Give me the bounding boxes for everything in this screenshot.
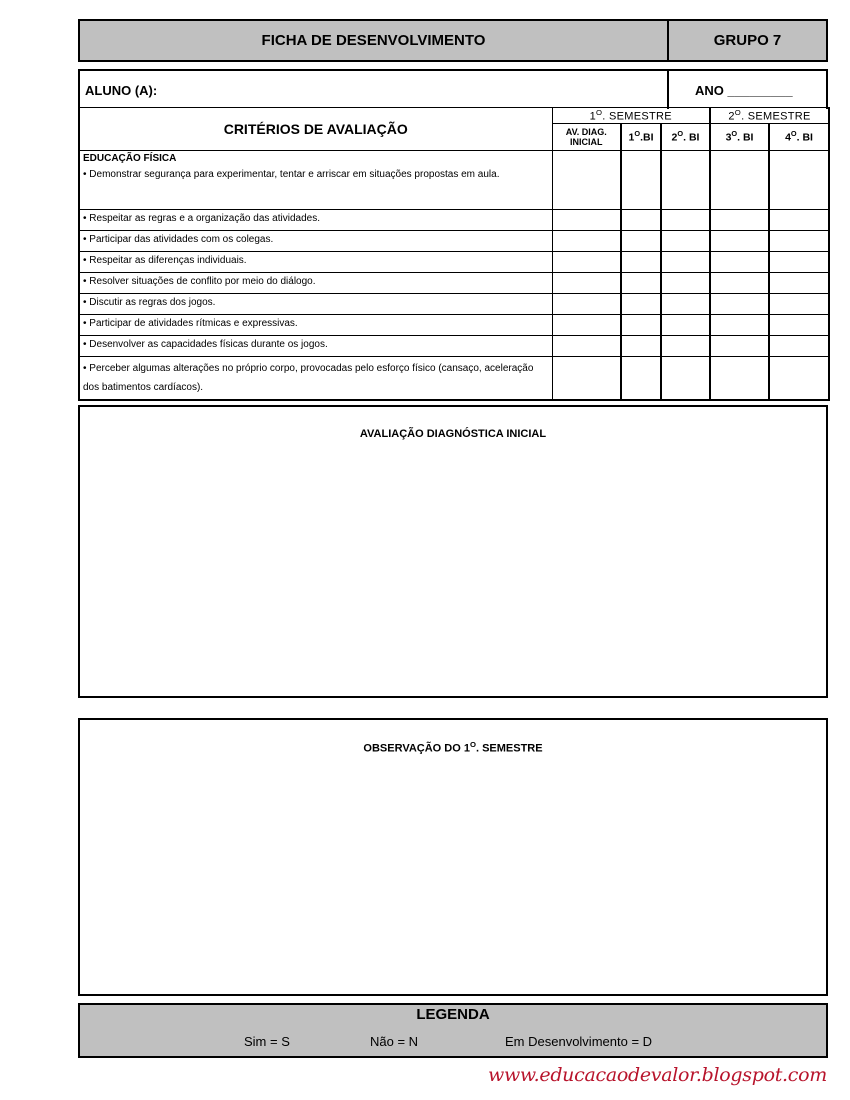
mark-cell[interactable] — [769, 314, 829, 335]
mark-cell[interactable] — [621, 335, 661, 356]
criteria-header: CRITÉRIOS DE AVALIAÇÃO — [79, 108, 552, 151]
mark-cell[interactable] — [552, 209, 621, 230]
legend-sim: Sim = S — [244, 1034, 290, 1049]
mark-cell[interactable] — [621, 209, 661, 230]
mark-cell[interactable] — [661, 251, 710, 272]
criterion-text: • Participar de atividades rítmicas e expressivas. — [79, 314, 552, 335]
col-1bi: $1^O.BI$ — [621, 123, 661, 150]
col-4bi: $4^O$. BI — [769, 123, 829, 150]
mark-cell[interactable] — [621, 150, 661, 209]
mark-cell[interactable] — [552, 150, 621, 209]
group-label: GRUPO 7 — [713, 32, 782, 49]
mark-cell[interactable] — [769, 356, 829, 400]
mark-cell[interactable] — [661, 209, 710, 230]
mark-cell[interactable] — [552, 314, 621, 335]
criteria-row — [79, 209, 829, 230]
criteria-row — [79, 272, 829, 293]
student-name-label[interactable]: ALUNO (A): — [80, 71, 669, 109]
mark-cell[interactable] — [710, 150, 769, 209]
mark-cell[interactable] — [769, 251, 829, 272]
mark-cell[interactable] — [661, 335, 710, 356]
mark-cell[interactable] — [661, 356, 710, 400]
mark-cell[interactable] — [661, 230, 710, 251]
mark-cell[interactable] — [621, 272, 661, 293]
criterion-text: • Respeitar as diferenças individuais. — [79, 251, 552, 272]
criterion-text: • Demonstrar segurança para experimentar, tentar e arriscar em situações propostas em aula. — [83, 168, 500, 180]
mark-cell[interactable] — [661, 314, 710, 335]
diagnostic-box[interactable] — [78, 405, 828, 698]
mark-cell[interactable] — [621, 314, 661, 335]
legend-nao: Não = N — [370, 1034, 419, 1049]
mark-cell[interactable] — [769, 209, 829, 230]
mark-cell[interactable] — [710, 314, 769, 335]
student-row — [78, 69, 828, 109]
mark-cell[interactable] — [661, 272, 710, 293]
mark-cell[interactable] — [769, 293, 829, 314]
criteria-row — [79, 314, 829, 335]
criteria-row — [79, 356, 829, 400]
semester2-header: $2^O$. SEMESTRE — [710, 108, 829, 124]
footer-url[interactable]: www.educacaodevalor.blogspot.com — [488, 1064, 827, 1086]
mark-cell[interactable] — [710, 251, 769, 272]
mark-cell[interactable] — [552, 356, 621, 400]
criterion-text: • Perceber algumas alterações no próprio corpo, provocadas pelo esforço físico (cansaço, aceleração dos batimentos cardíacos). — [79, 356, 552, 400]
mark-cell[interactable] — [769, 272, 829, 293]
mark-cell[interactable] — [552, 230, 621, 251]
mark-cell[interactable] — [552, 293, 621, 314]
form-header — [78, 19, 828, 62]
mark-cell[interactable] — [710, 293, 769, 314]
criteria-row — [79, 293, 829, 314]
mark-cell[interactable] — [661, 150, 710, 209]
mark-cell[interactable] — [661, 293, 710, 314]
mark-cell[interactable] — [621, 251, 661, 272]
mark-cell[interactable] — [769, 335, 829, 356]
mark-cell[interactable] — [552, 272, 621, 293]
mark-cell[interactable] — [769, 150, 829, 209]
mark-cell[interactable] — [621, 356, 661, 400]
mark-cell[interactable] — [710, 230, 769, 251]
mark-cell[interactable] — [621, 230, 661, 251]
diagnostic-title: AVALIAÇÃO DIAGNÓSTICA INICIAL — [359, 428, 547, 440]
semester1-header: $1^O$. SEMESTRE — [552, 108, 710, 124]
mark-cell[interactable] — [710, 272, 769, 293]
mark-cell[interactable] — [769, 230, 829, 251]
subject-label: EDUCAÇÃO FÍSICA — [83, 152, 177, 164]
legend-title: LEGENDA — [416, 1006, 490, 1023]
criterion-text: • Desenvolver as capacidades físicas durante os jogos. — [79, 335, 552, 356]
criteria-row — [79, 230, 829, 251]
mark-cell[interactable] — [621, 293, 661, 314]
mark-cell[interactable] — [710, 209, 769, 230]
legend-dev: Em Desenvolvimento = D — [505, 1034, 653, 1049]
criterion-text: • Resolver situações de conflito por meio do diálogo. — [79, 272, 552, 293]
observation-box[interactable] — [78, 718, 828, 996]
criteria-table — [78, 107, 830, 401]
legend-box — [78, 1003, 828, 1058]
criteria-row — [79, 150, 829, 209]
col-2bi: $2^O$. BI — [661, 123, 710, 150]
criteria-row — [79, 335, 829, 356]
mark-cell[interactable] — [552, 251, 621, 272]
criterion-text: • Respeitar as regras e a organização das atividades. — [79, 209, 552, 230]
observation-title: OBSERVAÇÃO DO $1^O$. SEMESTRE — [363, 740, 543, 755]
col-av-diag: AV. DIAG. INICIAL — [552, 123, 621, 150]
mark-cell[interactable] — [552, 335, 621, 356]
criterion-text: • Participar das atividades com os colegas. — [79, 230, 552, 251]
criterion-text: • Discutir as regras dos jogos. — [79, 293, 552, 314]
form-title: FICHA DE DESENVOLVIMENTO — [80, 21, 669, 60]
criteria-row — [79, 251, 829, 272]
col-3bi: $3^O$. BI — [710, 123, 769, 150]
mark-cell[interactable] — [710, 356, 769, 400]
mark-cell[interactable] — [710, 335, 769, 356]
year-label[interactable]: ANO _________ — [695, 82, 793, 98]
